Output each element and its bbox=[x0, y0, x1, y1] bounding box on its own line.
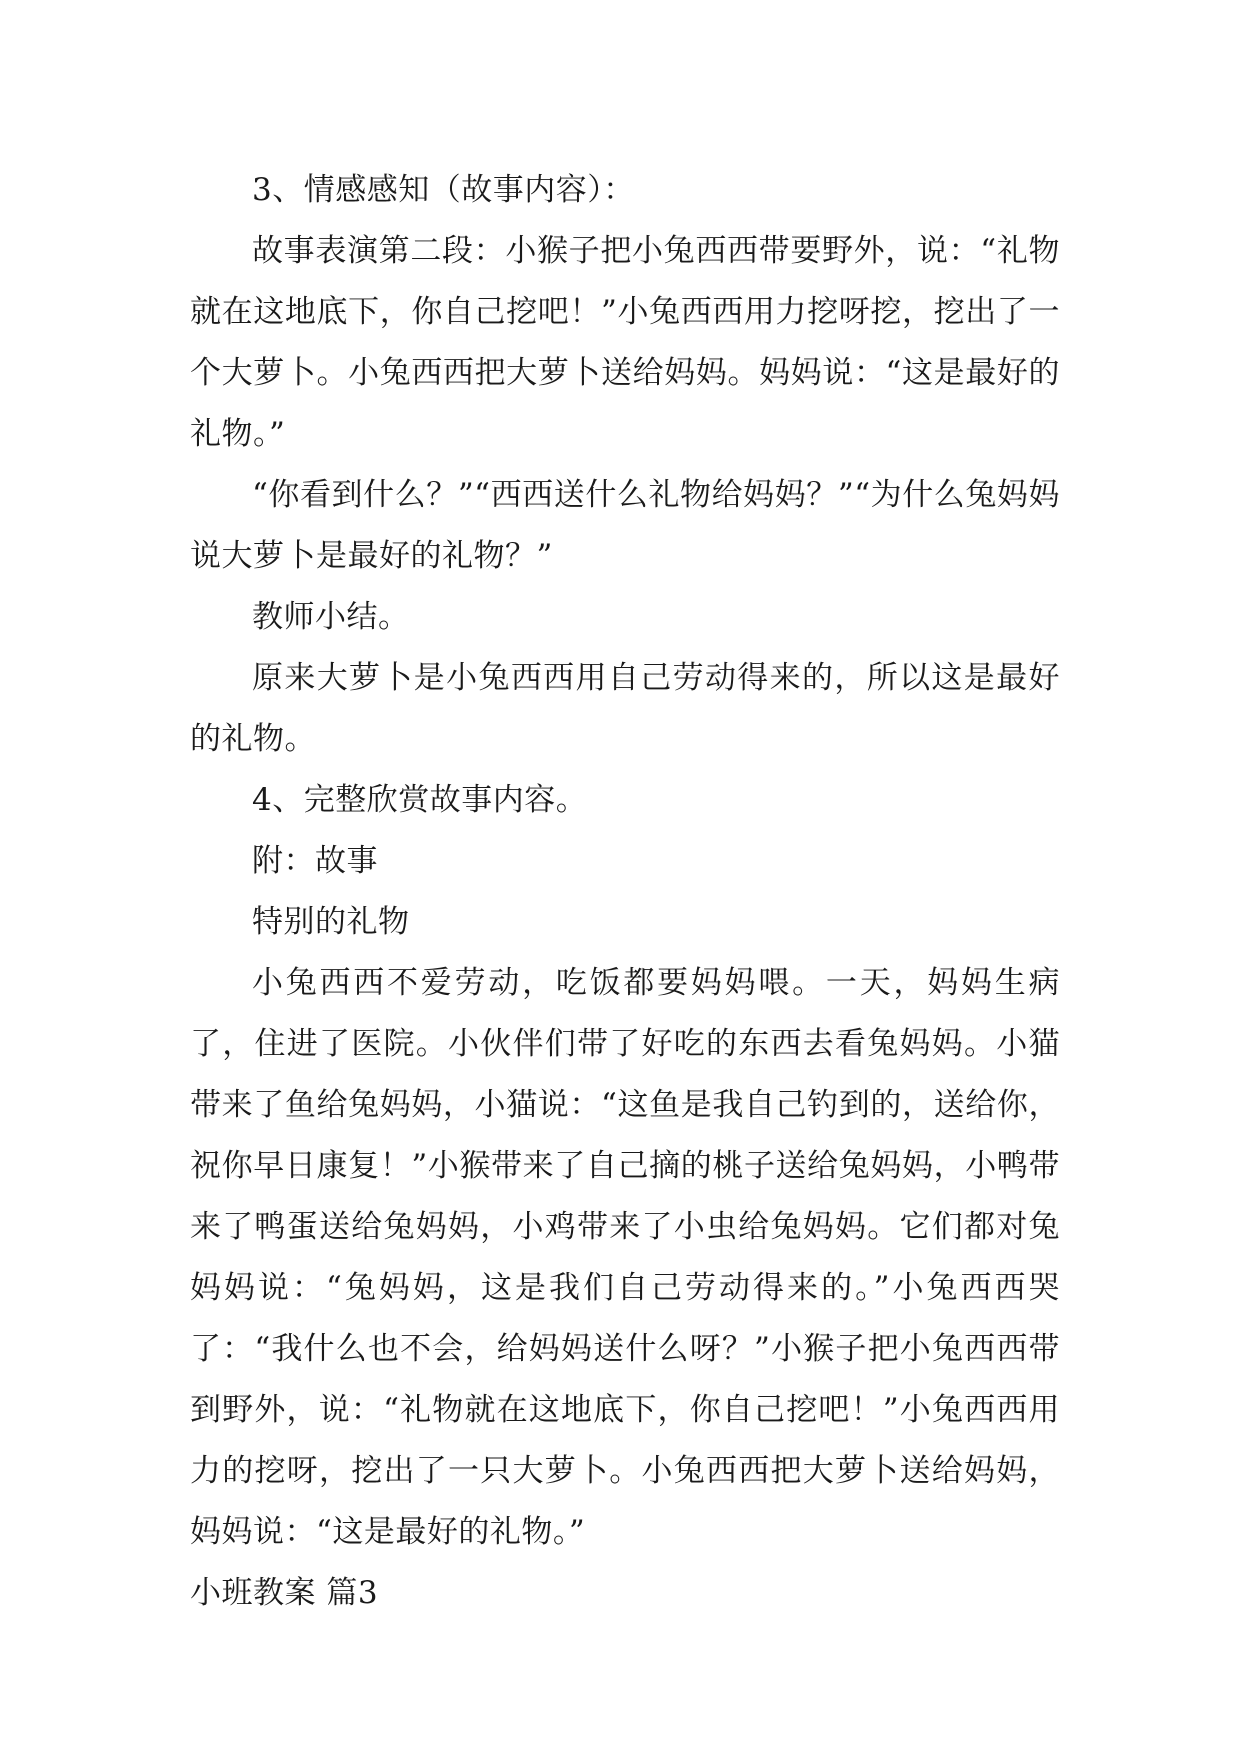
summary-paragraph: 原来大萝卜是小兔西西用自己劳动得来的，所以这是最好的礼物。 bbox=[190, 660, 1060, 757]
story-title: 特别的礼物 bbox=[252, 904, 410, 940]
appendix-label: 附：故事 bbox=[252, 843, 378, 879]
document-body bbox=[190, 160, 1060, 1624]
teacher-summary-heading: 教师小结。 bbox=[252, 599, 410, 635]
story-performance-paragraph: 故事表演第二段：小猴子把小兔西西带要野外，说：“礼物就在这地底下，你自己挖吧！”小兔西西用力挖呀挖，挖出了一个大萝卜。小兔西西把大萝卜送给妈妈。妈妈说：“这是最好的礼物。” bbox=[190, 233, 1060, 452]
story-body-paragraph: 小兔西西不爱劳动，吃饭都要妈妈喂。一天，妈妈生病了，住进了医院。小伙伴们带了好吃的东西去看兔妈妈。小猫带来了鱼给兔妈妈，小猫说：“这鱼是我自己钓到的，送给你，祝你早日康复！”小猴带来了自己摘的桃子送给兔妈妈，小鸭带来了鸭蛋送给兔妈妈，小鸡带来了小虫给兔妈妈。它们都对兔妈妈说：“兔妈妈，这是我们自己劳动得来的。”小兔西西哭了：“我什么也不会，给妈妈送什么呀？”小猴子把小兔西西带到野外，说：“礼物就在这地底下，你自己挖吧！”小兔西西用力的挖呀，挖出了一只大萝卜。小兔西西把大萝卜送给妈妈，妈妈说：“这是最好的礼物。” bbox=[190, 965, 1060, 1550]
section-heading-emotion: 3、情感感知（故事内容）： bbox=[252, 172, 635, 208]
next-lesson-heading: 小班教案 篇3 bbox=[190, 1575, 379, 1611]
questions-paragraph: “你看到什么？”“西西送什么礼物给妈妈？”“为什么兔妈妈说大萝卜是最好的礼物？” bbox=[190, 477, 1060, 574]
section-heading-appreciation: 4、完整欣赏故事内容。 bbox=[252, 782, 588, 818]
